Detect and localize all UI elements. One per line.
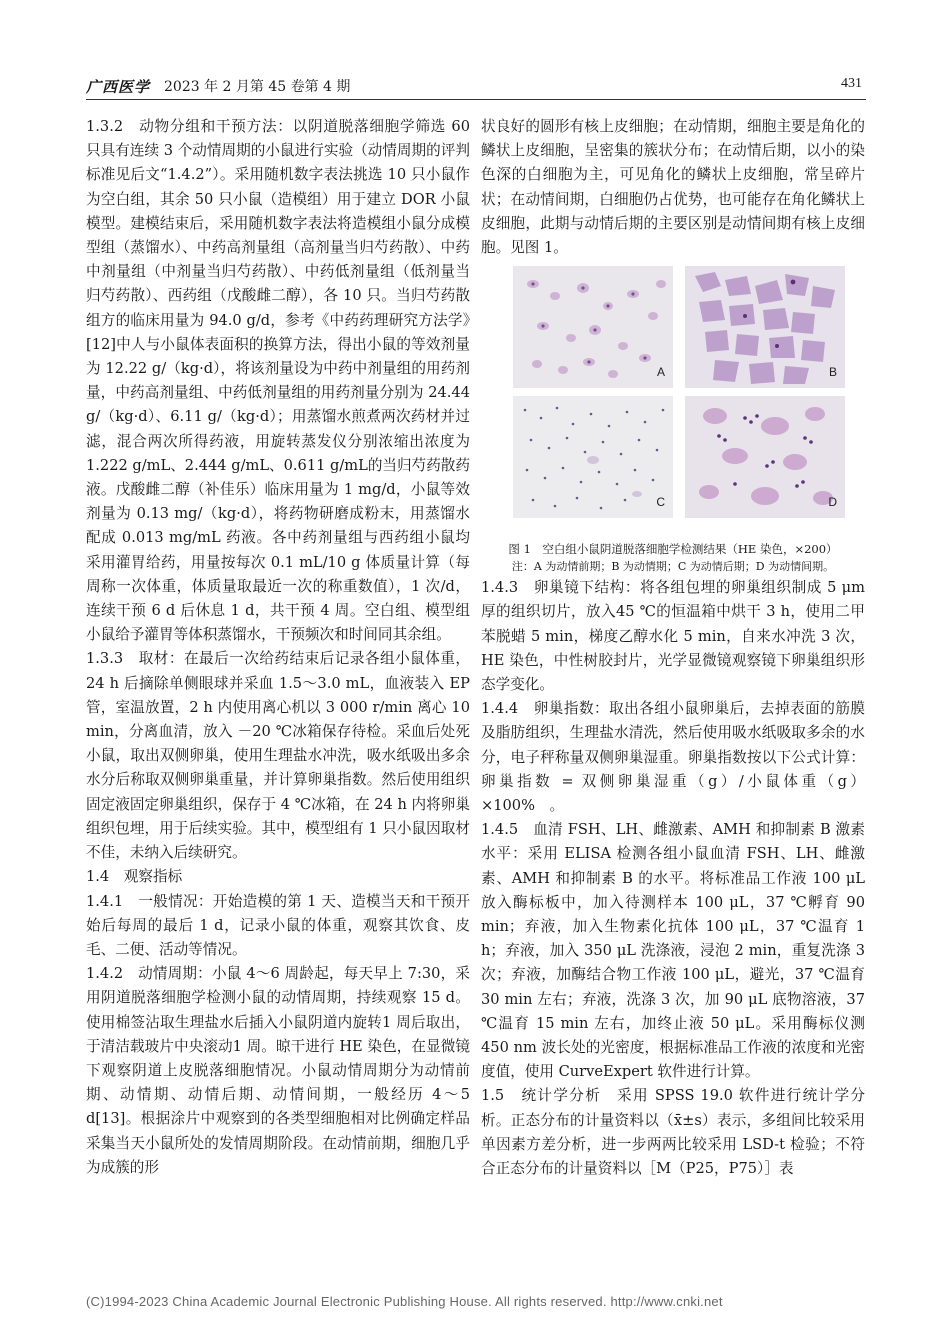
- figure-1-caption: 图 1 空白组小鼠阴道脱落细胞学检测结果（HE 染色，×200）: [508, 542, 838, 557]
- left-column: [86, 115, 470, 1180]
- header-rule: [86, 99, 866, 100]
- micrograph-c-image: [513, 396, 673, 518]
- panel-label-c: C: [656, 495, 665, 510]
- para-1-4-1: 1.4.1 一般情况：开始造模的第 1 天、造模当天和干预开始后每周的最后 1 d，记录小鼠的体重，观察其饮食、皮毛、二便、活动等情况。: [86, 892, 470, 958]
- page-header: [86, 70, 866, 96]
- para-1-4-4: 1.4.4 卵巢指数：取出各组小鼠卵巢后，去掉表面的筋膜及脂肪组织，生理盐水清洗，然后使用吸水纸吸取多余的水分，电子秤称量双侧卵巢湿重。卵巢指数按以下公式计算：卵巢指数 = 双侧卵巢湿重（g）/小鼠体重（g）×100% 。: [481, 700, 865, 815]
- panel-label-b: B: [828, 365, 837, 380]
- para-1-4-3: 1.4.3 卵巢镜下结构：将各组包埋的卵巢组织制成 5 μm 厚的组织切片，放入45 ℃的恒温箱中烘干 3 h，使用二甲苯脱蜡 5 min，梯度乙醇水化 5 min，自来水冲洗 3 次，HE 染色，中性树胶封片，光学显微镜观察镜下卵巢组织形态学变化。: [481, 579, 865, 694]
- micrograph-b-image: [685, 266, 845, 388]
- section-1-4-heading: 1.4 观察指标: [86, 868, 183, 886]
- para-1-3-2: 1.3.2 动物分组和干预方法：以阴道脱落细胞学筛选 60 只具有连续 3 个动情周期的小鼠进行实验（动情周期的评判标准见后文“1.4.2”）。采用随机数字表法挑选 10 只小鼠作为空白组，其余 50 只小鼠（造模组）用于建立 DOR 小鼠模型。建模结束后，采用随机数字表法将造模组小鼠分成模型组（蒸馏水）、中药高剂量组（高剂量当归芍药散）、中药中剂量组（中剂量当归芍药散）、中药低剂量组（低剂量当归芍药散）、西药组（戊酸雌二醇），各 10 只。当归芍药散组方的临床用量为 94.0 g/d，参考《中药药理研究方法学》[12]中人与小鼠体表面积的换算方法，得出小鼠的等效剂量为 12.22 g/（kg·d），将该剂量设为中药中剂量组的用药剂量，中药高剂量组、中药低剂量组的用药剂量分别为 24.44 g/（kg·d）、6.11 g/（kg·d）；用蒸馏水煎煮两次药材并过滤，混合两次所得药液，用旋转蒸发仪分别浓缩出浓度为 1.222 g/mL、2.444 g/mL、0.611 g/mL的当归芍药散药液。戊酸雌二醇（补佳乐）临床用量为 1 mg/d，小鼠等效剂量为 0.13 mg/（kg·d），将药物研磨成粉末，用蒸馏水配成 0.013 mg/mL 药液。各中药剂量组与西药组小鼠均采用灌胃给药，用量按每次 0.1 mL/10 g 体质量计算（每周称一次体重，体质量取最近一次的称重数值），1 次/d，连续干预 6 d 后休息 1 d，共干预 4 周。空白组、模型组小鼠给予灌胃等体积蒸馏水，干预频次和时间同其余组。: [86, 118, 470, 644]
- journal-name: 广西医学: [86, 78, 151, 96]
- para-1-4-2-cont: 状良好的圆形有核上皮细胞；在动情期，细胞主要是角化的鳞状上皮细胞，呈密集的簇状分布；在动情后期，以小的染色深的白细胞为主，可见角化的鳞状上皮细胞，常呈碎片状；在动情间期，白细胞仍占优势，也可能存在角化鳞状上皮细胞，此期与动情后期的主要区别是动情间期有核上皮细胞。见图 1。: [481, 118, 865, 257]
- micrograph-a-image: [513, 266, 673, 388]
- page-footer: (C)1994-2023 China Academic Journal Electronic Publishing House. All rights reserved. http://www.cnki.net: [86, 1294, 723, 1309]
- micrograph-c: [513, 396, 673, 518]
- right-column: [481, 115, 865, 1181]
- figure-1: [481, 266, 865, 536]
- para-1-4-5: 1.4.5 血清 FSH、LH、雌激素、AMH 和抑制素 B 激素水平：采用 ELISA 检测各组小鼠血清 FSH、LH、雌激素、AMH 和抑制素 B 的水平。将标准品工作液 100 μL 放入酶标板中，加入待测样本 100 μL，37 ℃孵育 90 min；弃液，加入生物素化抗体 100 μL，37 ℃温育 1 h；弃液，加入 350 μL 洗涤液，浸泡 2 min，重复洗涤 3 次；弃液，加酶结合物工作液 100 μL，避光，37 ℃温育 30 min 左右；弃液，洗涤 3 次，加 90 μL 底物溶液，37 ℃温育 15 min 左右，加终止液 50 μL。采用酶标仪测 450 nm 波长处的光密度，根据标准品工作液的浓度和光密度值，使用 CurveExpert 软件进行计算。: [481, 821, 865, 1081]
- para-1-3-3: 1.3.3 取材：在最后一次给药结束后记录各组小鼠体重，24 h 后摘除单侧眼球并采血 1.5～3.0 mL，血液装入 EP 管，室温放置，2 h 内使用离心机以 3 000 r/min 离心 10 min，分离血清，放入 －20 ℃冰箱保存待检。采血后处死小鼠，取出双侧卵巢，使用生理盐水冲洗，吸水纸吸出多余水分后称取双侧卵巢重量，并计算卵巢指数。然后使用组织固定液固定卵巢组织，保存于 4 ℃冰箱，在 24 h 内将卵巢组织包埋，用于后续实验。其中，模型组有 1 只小鼠因取材不佳，未纳入后续研究。: [86, 650, 470, 862]
- micrograph-a: [513, 266, 673, 388]
- para-1-4-2: 1.4.2 动情周期：小鼠 4～6 周龄起，每天早上 7:30，采用阴道脱落细胞学检测小鼠的动情周期，持续观察 15 d。使用棉签沾取生理盐水后插入小鼠阴道内旋转1 周后取出，于清洁载玻片中央滚动1 周。晾干进行 HE 染色，在显微镜下观察阴道上皮脱落细胞情况。小鼠动情周期分为动情前期、动情期、动情后期、动情间期，一般经历 4～5 d[13]。根据涂片中观察到的各类型细胞相对比例确定样品采集当天小鼠所处的发情周期阶段。在动情前期，细胞几乎为成簇的形: [86, 965, 470, 1176]
- page-number: 431: [841, 76, 862, 91]
- micrograph-d: [685, 396, 845, 518]
- micrograph-b: [685, 266, 845, 388]
- issue-info: 2023 年 2 月第 45 卷第 4 期: [164, 79, 351, 95]
- micrograph-d-image: [685, 396, 845, 518]
- panel-label-d: D: [828, 495, 837, 510]
- para-1-5: 1.5 统计学分析 采用 SPSS 19.0 软件进行统计学分析。正态分布的计量资料以（x̄±s）表示，多组间比较采用单因素方差分析，进一步两两比较采用 LSD-t 检验；不符合正态分布的计量资料以［M（P25，P75）］表: [481, 1087, 865, 1178]
- panel-label-a: A: [656, 365, 665, 380]
- figure-1-note: 注：A 为动情前期；B 为动情期；C 为动情后期；D 为动情间期。: [511, 560, 835, 574]
